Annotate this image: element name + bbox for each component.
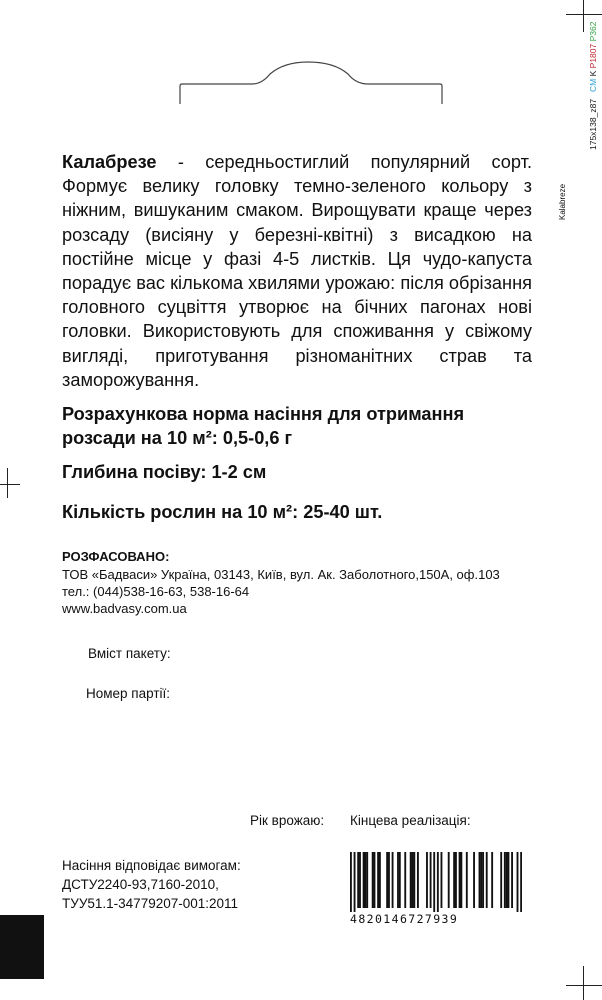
color-code-p362: P362 xyxy=(588,21,598,42)
crop-mark-bottom-right-h xyxy=(566,985,602,986)
barcode-bar xyxy=(506,852,508,908)
packer-phone: тел.: (044)538-16-63, 538-16-64 xyxy=(62,584,250,599)
barcode-bar xyxy=(374,852,376,908)
batch-number-label: Номер партії: xyxy=(86,686,171,701)
barcode-bar xyxy=(459,852,461,908)
barcode-bar xyxy=(363,852,365,908)
harvest-year-label: Рік врожаю: xyxy=(250,813,325,828)
barcode-bar xyxy=(366,852,368,908)
barcode-bar xyxy=(359,852,361,908)
barcode-bar xyxy=(404,852,406,908)
crop-mark-left-v xyxy=(7,468,8,498)
packer-heading: РОЗФАСОВАНО: xyxy=(62,549,170,564)
barcode-bar xyxy=(388,852,390,908)
barcode-bar xyxy=(504,852,506,908)
crop-mark-left-h xyxy=(0,484,20,485)
compliance-line-2: ДСТУ2240-93,7160-2010, xyxy=(62,877,219,892)
crop-mark-bottom-right-v xyxy=(583,966,584,1000)
sowing-depth-text: Глибина посіву: 1-2 см xyxy=(62,462,267,482)
barcode-bar xyxy=(413,852,415,908)
barcode-bar xyxy=(520,852,522,912)
barcode-bar xyxy=(473,852,475,908)
color-code-k: K xyxy=(588,70,598,77)
barcode-bar xyxy=(480,852,482,908)
barcode-bar xyxy=(397,852,399,908)
barcode-bar xyxy=(354,852,356,912)
side-variety-label: Kalabreze xyxy=(558,183,567,220)
barcode-bar xyxy=(426,852,428,908)
barcode-bar xyxy=(377,852,379,908)
packer-address: ТОВ «Бадваси» Україна, 03143, Київ, вул. Ак. Заболотного,150А, оф.103 xyxy=(62,567,500,582)
variety-name: Калабрезе xyxy=(62,152,157,172)
barcode-bar xyxy=(399,852,401,908)
crop-mark-top-right-v xyxy=(583,0,584,32)
barcode-bar xyxy=(491,852,493,908)
package-content-label: Вміст пакету: xyxy=(88,646,171,661)
barcode-bar xyxy=(372,852,374,908)
barcode-bars xyxy=(350,852,522,912)
barcode-bar xyxy=(437,852,439,912)
barcode-bar xyxy=(350,852,352,912)
barcode-bar xyxy=(479,852,481,908)
barcode-bar xyxy=(392,852,394,908)
expiry-label: Кінцева реалізація: xyxy=(350,813,471,828)
barcode-number: 4820146727939 xyxy=(350,912,459,926)
barcode-bar xyxy=(486,852,488,908)
crop-mark-top-right-h xyxy=(566,14,602,15)
barcode-bar xyxy=(508,852,510,908)
barcode-bar xyxy=(417,852,419,908)
description-text: - середньостиглий популярний сорт. Формує велику головку темно-зеленого кольору з ніжним, вишуканим смаком. Вирощувати краще через розсаду (висіяну у березні-квітні) з висадкою на постійне місце у фазі 4-5 листків. Ця чудо-капуста порадує вас кількома хвилями урожаю: після обрізання головного суцвіття утворює на бічних пагонах нові головки. Використовують для споживання у свіжому вигляді, приготування різноманітних страв та заморожування. xyxy=(62,152,532,390)
barcode-bar xyxy=(379,852,381,908)
barcode-bar xyxy=(430,852,432,908)
compliance-line-3: ТУУ51.1-34779207-001:2011 xyxy=(62,896,239,911)
barcode-bar xyxy=(364,852,366,908)
barcode-bar xyxy=(433,852,435,912)
color-code-cm: CM xyxy=(588,78,598,92)
side-size-label: 175x138_z87 xyxy=(588,98,598,150)
barcode-bar xyxy=(441,852,443,908)
hang-tab-outline xyxy=(178,60,444,106)
seed-norm-text: Розрахункова норма насіння для отримання розсади на 10 м²: 0,5-0,6 г xyxy=(62,404,465,448)
barcode-bar xyxy=(455,852,457,908)
barcode-bar xyxy=(386,852,388,908)
barcode-bar xyxy=(448,852,450,908)
barcode-bar xyxy=(500,852,502,908)
barcode-bar xyxy=(460,852,462,908)
barcode-bar xyxy=(517,852,519,912)
barcode-bar xyxy=(466,852,468,908)
barcode xyxy=(350,852,522,912)
barcode-bar xyxy=(511,852,513,908)
barcode-bar xyxy=(453,852,455,908)
color-code-p1807: P1807 xyxy=(588,43,598,69)
barcode-bar xyxy=(412,852,414,908)
packer-website: www.badvasy.com.ua xyxy=(62,601,187,616)
barcode-bar xyxy=(482,852,484,908)
barcode-bar xyxy=(357,852,359,908)
barcode-bar xyxy=(410,852,412,908)
compliance-line-1: Насіння відповідає вимогам: xyxy=(62,858,241,873)
black-marker-block xyxy=(0,915,44,979)
description-paragraph xyxy=(62,150,532,392)
plant-count-text: Кількість рослин на 10 м²: 25-40 шт. xyxy=(62,502,383,522)
